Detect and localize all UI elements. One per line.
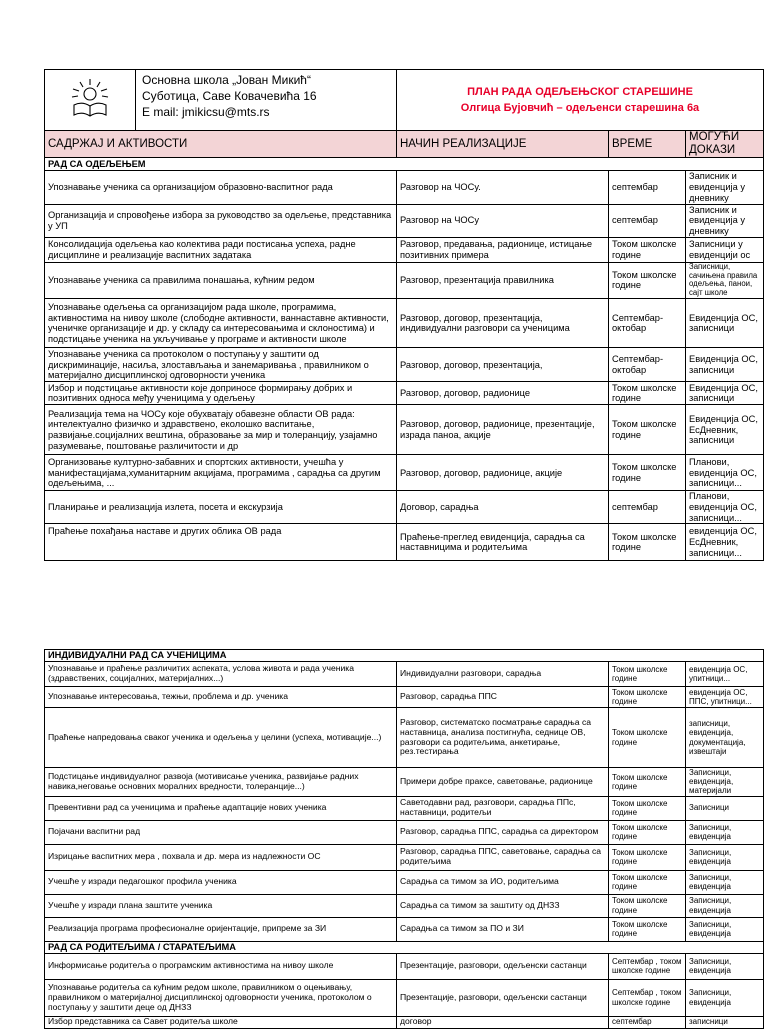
activity-cell: Превентивни рад са ученицима и праћење адаптације нових ученика	[45, 796, 397, 820]
table-row	[45, 405, 764, 455]
evidence-cell: Записник и евиденција у дневнику	[686, 171, 764, 204]
school-email: E mail: jmikicsu@mts.rs	[142, 105, 270, 120]
evidence-cell: записници	[686, 1016, 764, 1028]
time-cell: Током школске године	[609, 870, 686, 894]
time-cell: Септембар , током школске године	[609, 979, 686, 1016]
method-cell: Сарадња са тимом за ИО, родитељима	[397, 870, 609, 894]
method-cell: Праћење-преглед евиденција, сарадња са наставницима и родитељима	[397, 524, 609, 561]
method-cell: Примери добре праксе, саветовање, радионице	[397, 768, 609, 797]
method-cell: Разговор, договор, радионице, акције	[397, 455, 609, 491]
school-logo	[45, 70, 136, 131]
method-cell: Разговор на ЧОСу	[397, 204, 609, 237]
evidence-cell: Евиденција ОС, ЕсДневник, записници	[686, 405, 764, 455]
evidence-cell: Записник и евиденција у дневнику	[686, 204, 764, 237]
time-cell: Током школске године	[609, 917, 686, 941]
evidence-cell: записници, евиденција, документација, извештаји	[686, 708, 764, 768]
time-cell: Септембар-октобар	[609, 299, 686, 348]
table-row	[45, 171, 764, 204]
activity-cell: Упознавање родитеља са кућним редом школе, правилником о оцењивању, правилником о материјалној дисциплинској одговорности ученика, протоколом о поступању у заштити деце од ДНЗЗ	[45, 979, 397, 1016]
table-row	[45, 491, 764, 524]
table-row	[45, 768, 764, 797]
section-title: РАД СА ОДЕЉЕЊЕМ	[45, 158, 764, 171]
activity-cell: Реализација програма професионалне оријентације, припреме за ЗИ	[45, 917, 397, 941]
column-header: МОГУЋИ ДОКАЗИ	[686, 131, 764, 158]
activity-cell: Упознавање ученика са протоколом о поступању у заштити од дискриминације, насиља, злостављања и занемаривања , правилником о материјално дисциплинској одговорности ученика	[45, 348, 397, 382]
method-cell: Разговор, договор, радионице, презентације, израда паноа, акције	[397, 405, 609, 455]
activity-cell: Избор и подстицање активности које доприносе формирању добрих и позитивних односа међу ученицима у одељењу	[45, 382, 397, 405]
table-row	[45, 917, 764, 941]
evidence-cell: Планови, евиденција ОС, записници...	[686, 455, 764, 491]
plan-subtitle: Олгица Бујовчић – одељенси старешина 6а	[460, 102, 700, 114]
evidence-cell: Евиденција ОС, записници	[686, 348, 764, 382]
time-cell: Током школске године	[609, 820, 686, 844]
table-row	[45, 708, 764, 768]
time-cell: Током школске године	[609, 768, 686, 797]
time-cell: Током школске године	[609, 524, 686, 561]
table-row	[45, 687, 764, 708]
evidence-cell: евиденција ОС, ППС, упитници...	[686, 687, 764, 708]
table-row	[45, 844, 764, 870]
sun-book-icon	[68, 77, 112, 121]
table-row	[45, 953, 764, 979]
activity-cell: Информисање родитеља о програмским активностима на нивоу школе	[45, 953, 397, 979]
time-cell: Током школске године	[609, 405, 686, 455]
time-cell: септембар	[609, 204, 686, 237]
evidence-cell: Записници	[686, 796, 764, 820]
method-cell: Сарадња са тимом за заштиту од ДНЗЗ	[397, 894, 609, 917]
table-row	[45, 662, 764, 687]
method-cell: Разговор на ЧОСу.	[397, 171, 609, 204]
section-title: РАД СА РОДИТЕЉИМА / СТАРАТЕЉИМА	[45, 941, 764, 953]
time-cell: септембар	[609, 1016, 686, 1028]
time-cell: Септембар-октобар	[609, 348, 686, 382]
table-row	[45, 348, 764, 382]
activity-cell: Упознавање интересовања, тежњи, проблема и др. ученика	[45, 687, 397, 708]
table-row	[45, 796, 764, 820]
method-cell: договор	[397, 1016, 609, 1028]
table-row	[45, 262, 764, 299]
column-header-row	[45, 131, 764, 158]
method-cell: Саветодавни рад, разговори, сарадња ППс, наставници, родитељи	[397, 796, 609, 820]
activity-cell: Консолидација одељења као колектива ради постисања успеха, радне дисциплине и реализације васпитних задатака	[45, 237, 397, 262]
school-name: Основна школа „Јован Микић“	[142, 73, 311, 87]
activity-cell: Упознавање ученика са организацијом образовно-васпитног рада	[45, 171, 397, 204]
column-header: ВРЕМЕ	[609, 131, 686, 158]
time-cell: Током школске године	[609, 382, 686, 405]
activity-cell: Организовање културно-забавних и спортских активности, учешћа у манифестацијама,хуманитарним акцијама, програмима , сарадња са другим одељењима, ...	[45, 455, 397, 491]
activity-cell: Праћење похађања наставе и других облика ОВ рада	[45, 524, 397, 561]
method-cell: Разговор, сарадња ППС	[397, 687, 609, 708]
activity-cell: Учешће у изради педагошког профила ученика	[45, 870, 397, 894]
method-cell: Разговор, предавања, радионице, истицање позитивних примера	[397, 237, 609, 262]
evidence-cell: Записници, евиденција, материјали	[686, 768, 764, 797]
time-cell: Током школске године	[609, 687, 686, 708]
method-cell: Разговор, сарадња ППС, саветовање, сарадња са родитељима	[397, 844, 609, 870]
evidence-cell: Записници, сачињена правила одељења, панои, сајт школе	[686, 262, 764, 299]
activity-cell: Планирање и реализација излета, посета и екскурзија	[45, 491, 397, 524]
evidence-cell: Записници, евиденција	[686, 844, 764, 870]
table-row	[45, 979, 764, 1016]
time-cell: Током школске године	[609, 662, 686, 687]
activity-cell: Подстицање индивидуалног развоја (мотивисање ученика, развијање радних навика,неговање основних моралних вредности, толеранције...)	[45, 768, 397, 797]
table-row	[45, 820, 764, 844]
evidence-cell: Записници, евиденција	[686, 820, 764, 844]
table-row	[45, 299, 764, 348]
evidence-cell: Записници, евиденција	[686, 979, 764, 1016]
section-header-row	[45, 158, 764, 171]
time-cell: Током школске године	[609, 262, 686, 299]
table-row	[45, 237, 764, 262]
school-address: Суботица, Саве Ковачевића 16	[142, 89, 317, 104]
section-header-row	[45, 650, 764, 662]
section-header-row	[45, 941, 764, 953]
method-cell: Презентације, разговори, одељенски састанци	[397, 953, 609, 979]
time-cell: Током школске године	[609, 844, 686, 870]
evidence-cell: Записници, евиденција	[686, 917, 764, 941]
evidence-cell: Евиденција ОС, записници	[686, 299, 764, 348]
evidence-cell: евиденција ОС, упитници...	[686, 662, 764, 687]
time-cell: септембар	[609, 171, 686, 204]
table-row	[45, 382, 764, 405]
evidence-cell: Записници, евиденција	[686, 894, 764, 917]
column-header: НАЧИН РЕАЛИЗАЦИЈЕ	[397, 131, 609, 158]
activity-cell: Организација и спровођење избора за руководство за одељење, представника у УП	[45, 204, 397, 237]
time-cell: Септембар , током школске године	[609, 953, 686, 979]
evidence-cell: Записници, евиденција	[686, 953, 764, 979]
time-cell: Током школске године	[609, 708, 686, 768]
evidence-cell: Планови, евиденција ОС, записници...	[686, 491, 764, 524]
time-cell: Током школске године	[609, 237, 686, 262]
evidence-cell: евиденција ОС, ЕсДневник, записници...	[686, 524, 764, 561]
activity-cell: Појачани васпитни рад	[45, 820, 397, 844]
time-cell: Током школске године	[609, 796, 686, 820]
activity-cell: Реализација тема на ЧОСу које обухватају обавезне области ОВ рада: интелектуално физичко и здравствено, еколошко васпитање, развијање.социјалних вештина, образовање за мир и толеранцију, узајамно разумевање, поштовање различитости и др	[45, 405, 397, 455]
plan-heading	[397, 70, 764, 131]
method-cell: Разговор, договор, презентација, индивидуални разговори са ученицима	[397, 299, 609, 348]
column-header: САДРЖАЈ И АКТИВОСТИ	[45, 131, 397, 158]
plan-table-page1	[44, 69, 764, 561]
activity-cell: Избор представника са Савет родитеља школе	[45, 1016, 397, 1028]
method-cell: Договор, сарадња	[397, 491, 609, 524]
activity-cell: Изрицање васпитних мера , похвала и др. мера из надлежности ОС	[45, 844, 397, 870]
method-cell: Разговор, систематско посматрање сарадња са наставница, анализа постигнућа, седнице ОВ, разговори са родитељима, анкетирање, рез.тестирања	[397, 708, 609, 768]
table-row	[45, 1016, 764, 1028]
evidence-cell: Записници, евиденција	[686, 870, 764, 894]
time-cell: септембар	[609, 491, 686, 524]
method-cell: Индивидуални разговори, сарадња	[397, 662, 609, 687]
time-cell: Током школске године	[609, 455, 686, 491]
method-cell: Разговор, сарадња ППС, сарадња са директором	[397, 820, 609, 844]
table-row	[45, 894, 764, 917]
document-header	[45, 70, 764, 131]
table-row	[45, 524, 764, 561]
activity-cell: Упознавање и праћење различитих аспеката, услова живота и рада ученика (здравствених, социјалних, материјалних...)	[45, 662, 397, 687]
table-row	[45, 455, 764, 491]
method-cell: Сарадња са тимом за ПО и ЗИ	[397, 917, 609, 941]
method-cell: Презентације, разговори, одељенски састанци	[397, 979, 609, 1016]
section-title: ИНДИВИДУАЛНИ РАД СА УЧЕНИЦИМА	[45, 650, 764, 662]
table-row	[45, 204, 764, 237]
activity-cell: Учешће у изради плана заштите ученика	[45, 894, 397, 917]
method-cell: Разговор, договор, радионице	[397, 382, 609, 405]
table-row	[45, 870, 764, 894]
method-cell: Разговор, презентација правилника	[397, 262, 609, 299]
plan-table-page2	[44, 649, 764, 1029]
time-cell: Током школске године	[609, 894, 686, 917]
evidence-cell: Записници у евиденцији ос	[686, 237, 764, 262]
activity-cell: Упознавање одељења са организацијом рада школе, програмима, активностима на нивоу школе (слободне активности, ваннаставне активности, ученичке организације и др. у складу са интересовањима и склоностима) и подстицање ученика на укључивање у програме и активности школе	[45, 299, 397, 348]
plan-title: ПЛАН РАДА ОДЕЉЕЊСКОГ СТАРЕШИНЕ	[467, 85, 693, 98]
evidence-cell: Евиденција ОС, записници	[686, 382, 764, 405]
school-info	[136, 70, 397, 131]
method-cell: Разговор, договор, презентација,	[397, 348, 609, 382]
activity-cell: Упознавање ученика са правилима понашања, кућним редом	[45, 262, 397, 299]
activity-cell: Праћење напредовања сваког ученика и одељења у целини (успеха, мотивације...)	[45, 708, 397, 768]
